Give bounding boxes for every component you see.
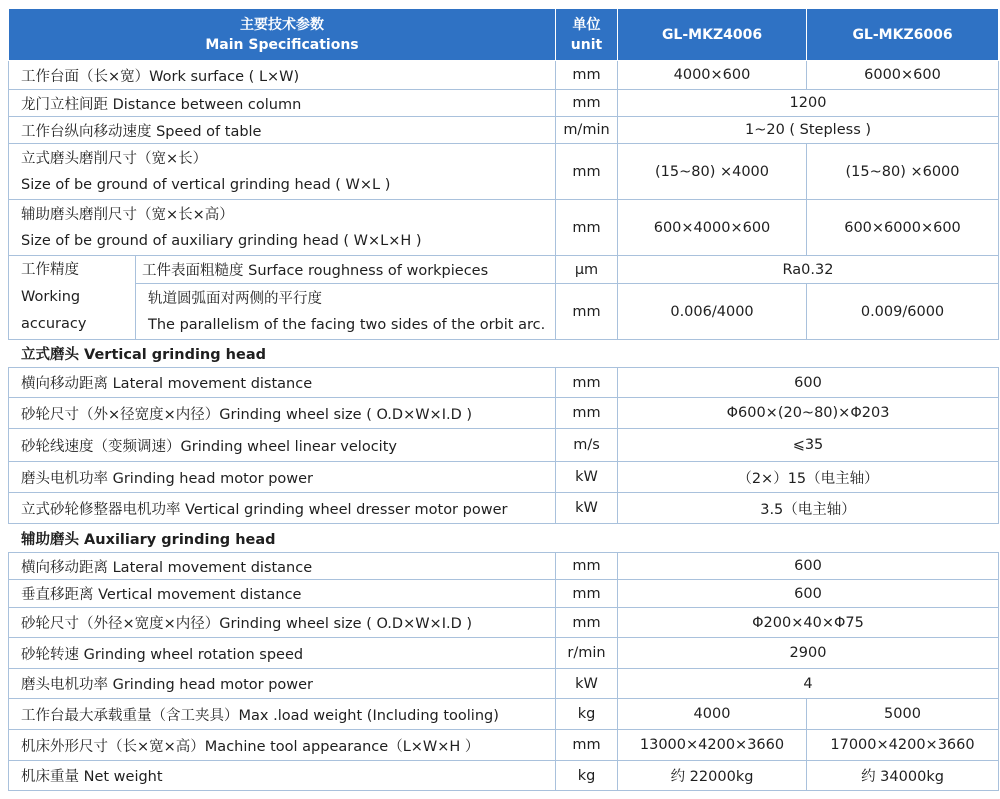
- row-value-shared: 4: [618, 669, 999, 699]
- row-label: 机床外形尺寸（长×宽×高）Machine tool appearance（L×W×H ）: [9, 730, 556, 761]
- section-title: 辅助磨头 Auxiliary grinding head: [9, 524, 999, 553]
- row-unit: mm: [556, 368, 618, 398]
- row-label-cn: 辅助磨头磨削尺寸（宽×长×高）: [21, 206, 234, 223]
- table-row: [9, 90, 999, 117]
- header-unit-en: unit: [570, 36, 603, 53]
- row-label: 砂轮尺寸（外×径宽度×内径）Grinding wheel size ( O.D×W×I.D ): [9, 398, 556, 429]
- row-unit: mm: [556, 580, 618, 608]
- row-label: 工作台最大承载重量（含工夹具）Max .load weight (Including tooling): [9, 699, 556, 730]
- header-unit-cn: 单位: [572, 16, 601, 33]
- row-unit: m/s: [556, 429, 618, 462]
- row-label: 磨头电机功率 Grinding head motor power: [9, 462, 556, 493]
- row-unit: mm: [556, 608, 618, 638]
- row-label: 工件表面粗糙度 Surface roughness of workpieces: [136, 256, 556, 284]
- row-value-b: 约 34000kg: [807, 761, 999, 791]
- row-value-b: 6000×600: [807, 61, 999, 90]
- row-value-b: (15~80) ×6000: [807, 144, 999, 200]
- row-label: 横向移动距离 Lateral movement distance: [9, 368, 556, 398]
- row-unit: kW: [556, 493, 618, 524]
- row-label: 工作台纵向移动速度 Speed of table: [9, 117, 556, 144]
- row-unit: mm: [556, 144, 618, 200]
- row-label: 立式砂轮修整器电机功率 Vertical grinding wheel dresser motor power: [9, 493, 556, 524]
- row-value-shared: 600: [618, 580, 999, 608]
- row-value-shared: Ra0.32: [618, 256, 999, 284]
- row-value-a: 600×4000×600: [618, 200, 807, 256]
- row-label: 磨头电机功率 Grinding head motor power: [9, 669, 556, 699]
- row-unit: mm: [556, 90, 618, 117]
- table-row: [9, 429, 999, 462]
- section-row-vertical: [9, 340, 999, 368]
- header-param: [9, 9, 556, 61]
- row-unit: kg: [556, 699, 618, 730]
- table-row: [9, 462, 999, 493]
- table-row: [9, 368, 999, 398]
- row-label: 机床重量 Net weight: [9, 761, 556, 791]
- table-row: [9, 398, 999, 429]
- row-value-shared: Φ200×40×Φ75: [618, 608, 999, 638]
- row-value-b: 600×6000×600: [807, 200, 999, 256]
- table-row: [9, 580, 999, 608]
- row-unit: mm: [556, 284, 618, 340]
- row-unit: mm: [556, 398, 618, 429]
- row-value-shared: 1~20 ( Stepless ): [618, 117, 999, 144]
- row-unit: kW: [556, 669, 618, 699]
- row-label: 砂轮线速度（变频调速）Grinding wheel linear velocity: [9, 429, 556, 462]
- table-row: [9, 761, 999, 791]
- header-row: [9, 9, 999, 61]
- row-unit: mm: [556, 61, 618, 90]
- row-value-shared: Φ600×(20~80)×Φ203: [618, 398, 999, 429]
- table-row: [9, 144, 999, 200]
- header-model-b: GL-MKZ6006: [807, 9, 999, 61]
- row-label: 砂轮转速 Grinding wheel rotation speed: [9, 638, 556, 669]
- row-value-shared: ⩽35: [618, 429, 999, 462]
- table-row: [9, 256, 999, 284]
- row-unit: r/min: [556, 638, 618, 669]
- row-unit: mm: [556, 553, 618, 580]
- row-unit: kg: [556, 761, 618, 791]
- row-value-a: 约 22000kg: [618, 761, 807, 791]
- accuracy-group-en2: accuracy: [21, 316, 87, 332]
- row-value-a: 0.006/4000: [618, 284, 807, 340]
- table-row: [9, 284, 999, 340]
- table-row: [9, 730, 999, 761]
- header-param-cn: 主要技术参数: [240, 16, 324, 33]
- accuracy-group-en1: Working: [21, 289, 81, 305]
- row-value-b: 17000×4200×3660: [807, 730, 999, 761]
- row-label-en: Size of be ground of vertical grinding head ( W×L ): [21, 176, 391, 193]
- row-label: [9, 200, 556, 256]
- table-row: [9, 699, 999, 730]
- table-row: [9, 493, 999, 524]
- row-label: 砂轮尺寸（外径×宽度×内径）Grinding wheel size ( O.D×W×I.D ): [9, 608, 556, 638]
- row-label-cn: 轨道圆弧面对两侧的平行度: [148, 290, 322, 307]
- table-row: [9, 200, 999, 256]
- header-param-en: Main Specifications: [205, 36, 359, 53]
- table-row: [9, 61, 999, 90]
- row-unit: mm: [556, 730, 618, 761]
- row-value-shared: （2×）15（电主轴）: [618, 462, 999, 493]
- table-row: [9, 117, 999, 144]
- header-model-a: GL-MKZ4006: [618, 9, 807, 61]
- row-label: 垂直移距离 Vertical movement distance: [9, 580, 556, 608]
- row-value-shared: 600: [618, 553, 999, 580]
- row-value-shared: 1200: [618, 90, 999, 117]
- row-value-shared: 3.5（电主轴）: [618, 493, 999, 524]
- section-title: 立式磨头 Vertical grinding head: [9, 340, 999, 368]
- row-label: 横向移动距离 Lateral movement distance: [9, 553, 556, 580]
- row-label: 龙门立柱间距 Distance between column: [9, 90, 556, 117]
- row-label: 工作台面（长×宽）Work surface ( L×W): [9, 61, 556, 90]
- table-row: [9, 608, 999, 638]
- table-row: [9, 669, 999, 699]
- row-unit: μm: [556, 256, 618, 284]
- row-unit: mm: [556, 200, 618, 256]
- row-value-shared: 2900: [618, 638, 999, 669]
- row-value-b: 0.009/6000: [807, 284, 999, 340]
- row-value-a: 4000×600: [618, 61, 807, 90]
- row-label-en: The parallelism of the facing two sides of the orbit arc.: [148, 316, 546, 333]
- row-label-cn: 立式磨头磨削尺寸（宽×长）: [21, 150, 208, 167]
- table-row: [9, 638, 999, 669]
- table-row: [9, 553, 999, 580]
- row-unit: m/min: [556, 117, 618, 144]
- row-value-shared: 600: [618, 368, 999, 398]
- row-unit: kW: [556, 462, 618, 493]
- accuracy-group-cn: 工作精度: [21, 262, 79, 278]
- row-label-en: Size of be ground of auxiliary grinding head ( W×L×H ): [21, 232, 422, 249]
- spec-table: [8, 8, 999, 791]
- accuracy-group-label: [9, 256, 136, 340]
- row-value-a: 4000: [618, 699, 807, 730]
- row-value-a: 13000×4200×3660: [618, 730, 807, 761]
- row-label: [9, 144, 556, 200]
- row-value-a: (15~80) ×4000: [618, 144, 807, 200]
- section-row-auxiliary: [9, 524, 999, 553]
- row-label: [136, 284, 556, 340]
- row-value-b: 5000: [807, 699, 999, 730]
- header-unit: [556, 9, 618, 61]
